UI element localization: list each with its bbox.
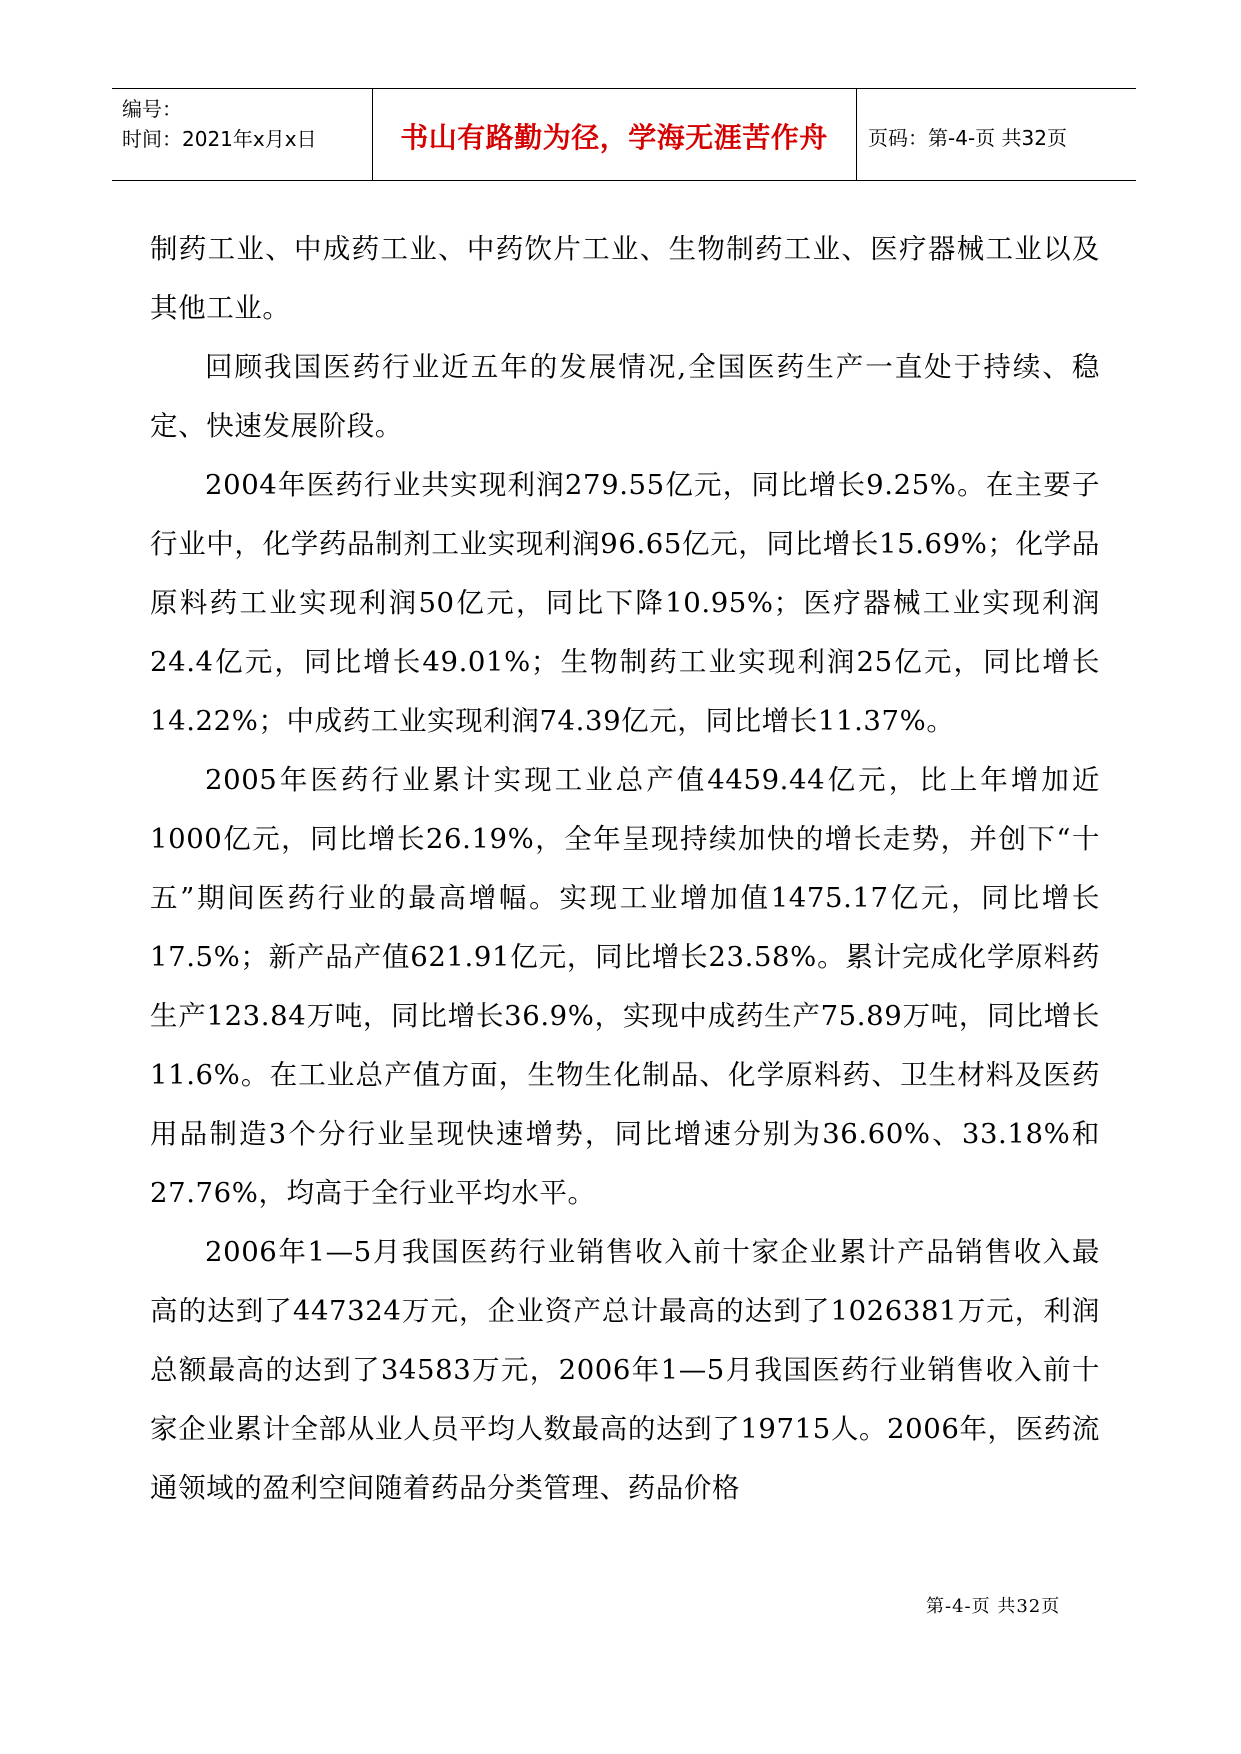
paragraph: 2006年1—5月我国医药行业销售收入前十家企业累计产品销售收入最高的达到了447324万元，企业资产总计最高的达到了1026381万元，利润总额最高的达到了34583万元，2006年1—5月我国医药行业销售收入前十家企业累计全部从业人员平均人数最高的达到了19715人。2006年，医药流通领域的盈利空间随着药品分类管理、药品价格 — [150, 1236, 1100, 1504]
header-motto: 书山有路勤为径，学海无涯苦作舟 — [400, 121, 828, 154]
paragraph: 2005年医药行业累计实现工业总产值4459.44亿元，比上年增加近1000亿元，同比增长26.19%，全年呈现持续加快的增长走势，并创下“十五”期间医药行业的最高增幅。实现工业增加值1475.17亿元，同比增长17.5%；新产品产值621.91亿元，同比增长23.58%。累计完成化学原料药生产123.84万吨，同比增长36.9%，实现中成药生产75.89万吨，同比增长11.6%。在工业总产值方面，生物生化制品、化学原料药、卫生材料及医药用品制造3个分行业呈现快速增势，同比增速分别为36.60%、33.18%和27.76%，均高于全行业平均水平。 — [150, 764, 1100, 1209]
header-bottom-rule — [112, 180, 1136, 181]
document-time-label: 时间：2021年x月x日 — [122, 127, 317, 151]
header-meta — [122, 94, 317, 154]
header-divider — [856, 88, 857, 180]
footer-page-number: 第-4-页 共32页 — [926, 1596, 1061, 1617]
paragraph: 制药工业、中成药工业、中药饮片工业、生物制药工业、医疗器械工业以及其他工业。 — [150, 233, 1100, 324]
header-page-number: 页码：第-4-页 共32页 — [868, 126, 1067, 150]
document-body — [150, 220, 1100, 1518]
document-number-label: 编号： — [122, 97, 182, 121]
paragraph: 2004年医药行业共实现利润279.55亿元，同比增长9.25%。在主要子行业中，化学药品制剂工业实现利润96.65亿元，同比增长15.69%；化学品原料药工业实现利润50亿元，同比下降10.95%；医疗器械工业实现利润24.4亿元，同比增长49.01%；生物制药工业实现利润25亿元，同比增长14.22%；中成药工业实现利润74.39亿元，同比增长11.37%。 — [150, 469, 1100, 737]
paragraph: 回顾我国医药行业近五年的发展情况,全国医药生产一直处于持续、稳定、快速发展阶段。 — [150, 351, 1100, 442]
header-top-rule — [112, 88, 1136, 89]
